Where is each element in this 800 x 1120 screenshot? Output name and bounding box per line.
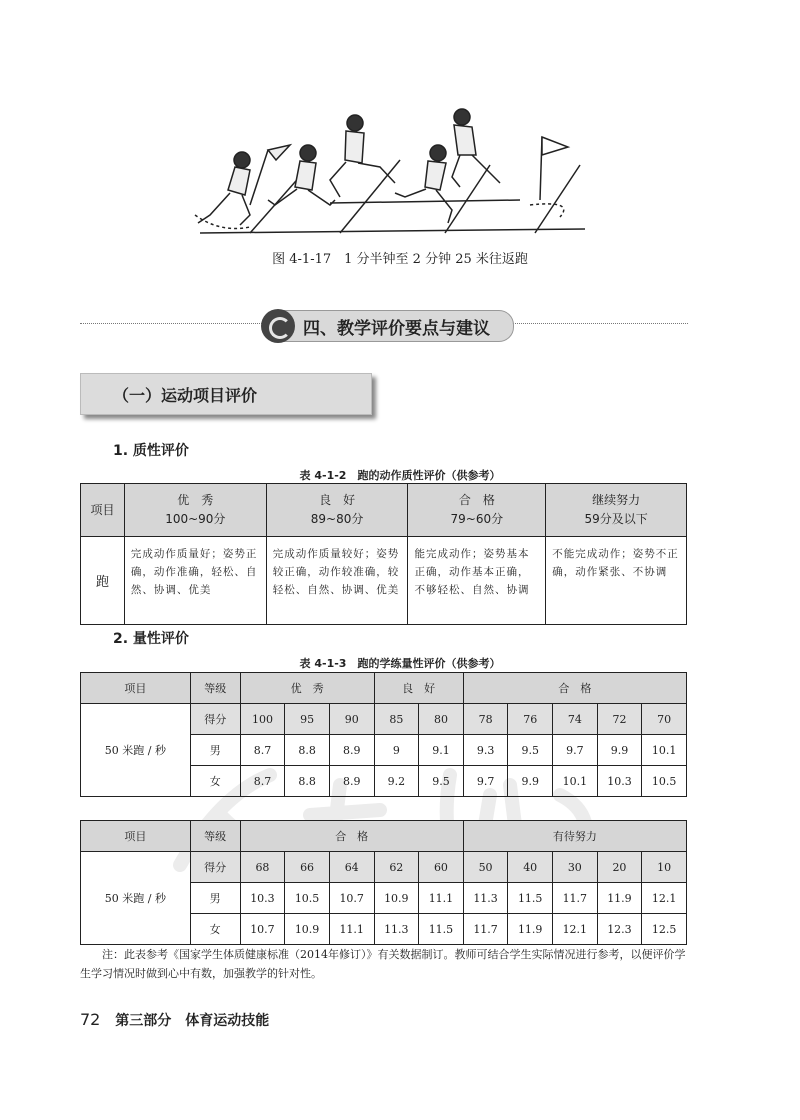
item-cell: 50 米跑 / 秒 <box>81 852 191 945</box>
section-title: 四、教学评价要点与建议 <box>303 318 490 339</box>
value-cell: 10.7 <box>240 914 285 945</box>
value-cell: 11.5 <box>508 883 553 914</box>
value-cell: 11.1 <box>419 883 464 914</box>
subsection-banner <box>80 373 372 415</box>
value-cell: 90 <box>329 704 374 735</box>
row-label: 女 <box>190 766 240 797</box>
value-cell: 11.9 <box>597 883 642 914</box>
qualitative-table-caption: 表 4-1-2 跑的动作质性评价（供参考） <box>299 469 501 482</box>
subsection-title: （一）运动项目评价 <box>113 385 258 405</box>
quantitative-table-2 <box>80 820 687 945</box>
description-cell: 完成动作质量较好；姿势较正确，动作较准确，较轻松、自然、协调、优美 <box>266 537 408 625</box>
description-cell: 完成动作质量好；姿势正确，动作准确，轻松、自然、协调、优美 <box>124 537 266 625</box>
value-cell: 64 <box>329 852 374 883</box>
value-cell: 9.2 <box>374 766 419 797</box>
value-cell: 100 <box>240 704 285 735</box>
value-cell: 62 <box>374 852 419 883</box>
value-cell: 72 <box>597 704 642 735</box>
value-cell: 70 <box>642 704 687 735</box>
grade-group-header: 合 格 <box>240 821 463 852</box>
value-cell: 12.1 <box>642 883 687 914</box>
value-cell: 8.8 <box>285 735 330 766</box>
row-label: 得分 <box>190 704 240 735</box>
value-cell: 10.7 <box>329 883 374 914</box>
level-header: 优 秀 100~90分 <box>124 484 266 537</box>
value-cell: 11.3 <box>374 914 419 945</box>
value-cell: 11.9 <box>508 914 553 945</box>
value-cell: 9.5 <box>419 766 464 797</box>
divider-left <box>80 323 262 324</box>
item-cell: 50 米跑 / 秒 <box>81 704 191 797</box>
row-label: 女 <box>190 914 240 945</box>
value-cell: 12.5 <box>642 914 687 945</box>
value-cell: 8.9 <box>329 735 374 766</box>
value-cell: 9.5 <box>508 735 553 766</box>
value-cell: 20 <box>597 852 642 883</box>
value-cell: 10.1 <box>642 735 687 766</box>
value-cell: 74 <box>553 704 598 735</box>
value-cell: 85 <box>374 704 419 735</box>
col-item: 项目 <box>81 673 191 704</box>
grade-group-header: 良 好 <box>374 673 463 704</box>
value-cell: 9.3 <box>463 735 508 766</box>
value-cell: 11.7 <box>463 914 508 945</box>
value-cell: 10.1 <box>553 766 598 797</box>
col-level: 等级 <box>190 821 240 852</box>
row-label: 跑 <box>81 537 125 625</box>
footer-text: 第三部分 体育运动技能 <box>115 1013 270 1029</box>
runner-figure <box>198 152 250 225</box>
table-note: 注：此表参考《国家学生体质健康标准（2014年修订）》有关数据制订。教师可结合学生实际情况进行参考，以便评价学生学习情况时做到心中有数，加强教学的针对性。 <box>80 948 686 980</box>
section-badge-icon <box>261 309 295 343</box>
grade-group-header: 有待努力 <box>463 821 686 852</box>
row-label: 得分 <box>190 852 240 883</box>
value-cell: 66 <box>285 852 330 883</box>
score-row <box>81 704 687 735</box>
section-banner <box>262 310 514 342</box>
level-header: 继续努力 59分及以下 <box>546 484 687 537</box>
qualitative-heading: 1. 质性评价 <box>113 443 189 459</box>
value-cell: 12.3 <box>597 914 642 945</box>
divider-right <box>512 323 688 324</box>
value-cell: 11.1 <box>329 914 374 945</box>
level-header: 合 格 79~60分 <box>408 484 546 537</box>
value-cell: 40 <box>508 852 553 883</box>
grade-group-header: 优 秀 <box>240 673 374 704</box>
value-cell: 76 <box>508 704 553 735</box>
grade-group-header: 合 格 <box>463 673 686 704</box>
value-cell: 8.9 <box>329 766 374 797</box>
value-cell: 10.9 <box>374 883 419 914</box>
value-cell: 30 <box>553 852 598 883</box>
value-cell: 10.9 <box>285 914 330 945</box>
value-cell: 50 <box>463 852 508 883</box>
runner-figure <box>395 145 452 223</box>
qualitative-table <box>80 483 687 625</box>
figure-caption: 图 4-1-17 1 分半钟至 2 分钟 25 米往返跑 <box>272 252 528 267</box>
value-cell: 95 <box>285 704 330 735</box>
value-cell: 11.3 <box>463 883 508 914</box>
score-row <box>81 852 687 883</box>
value-cell: 10.5 <box>285 883 330 914</box>
value-cell: 9.7 <box>553 735 598 766</box>
value-cell: 11.5 <box>419 914 464 945</box>
value-cell: 9 <box>374 735 419 766</box>
value-cell: 10.3 <box>240 883 285 914</box>
description-cell: 能完成动作；姿势基本正确，动作基本正确，不够轻松、自然、协调 <box>408 537 546 625</box>
shuttle-run-illustration <box>190 105 590 240</box>
quantitative-heading: 2. 量性评价 <box>113 631 189 647</box>
page-number: 72 <box>80 1010 101 1029</box>
value-cell: 8.8 <box>285 766 330 797</box>
quantitative-table-caption: 表 4-1-3 跑的学练量性评价（供参考） <box>299 657 501 670</box>
value-cell: 10.3 <box>597 766 642 797</box>
runner-figure <box>330 115 395 197</box>
value-cell: 8.7 <box>240 766 285 797</box>
description-cell: 不能完成动作；姿势不正确，动作紧张、不协调 <box>546 537 687 625</box>
value-cell: 60 <box>419 852 464 883</box>
col-item: 项目 <box>81 484 125 537</box>
col-item: 项目 <box>81 821 191 852</box>
value-cell: 8.7 <box>240 735 285 766</box>
quantitative-table-1 <box>80 672 687 797</box>
value-cell: 9.1 <box>419 735 464 766</box>
runner-figure <box>452 109 500 187</box>
value-cell: 68 <box>240 852 285 883</box>
col-level: 等级 <box>190 673 240 704</box>
row-label: 男 <box>190 883 240 914</box>
value-cell: 9.9 <box>597 735 642 766</box>
value-cell: 10.5 <box>642 766 687 797</box>
page-footer <box>80 1010 269 1030</box>
value-cell: 80 <box>419 704 464 735</box>
level-header: 良 好 89~80分 <box>266 484 408 537</box>
value-cell: 12.1 <box>553 914 598 945</box>
value-cell: 9.9 <box>508 766 553 797</box>
value-cell: 11.7 <box>553 883 598 914</box>
row-label: 男 <box>190 735 240 766</box>
value-cell: 78 <box>463 704 508 735</box>
value-cell: 9.7 <box>463 766 508 797</box>
value-cell: 10 <box>642 852 687 883</box>
